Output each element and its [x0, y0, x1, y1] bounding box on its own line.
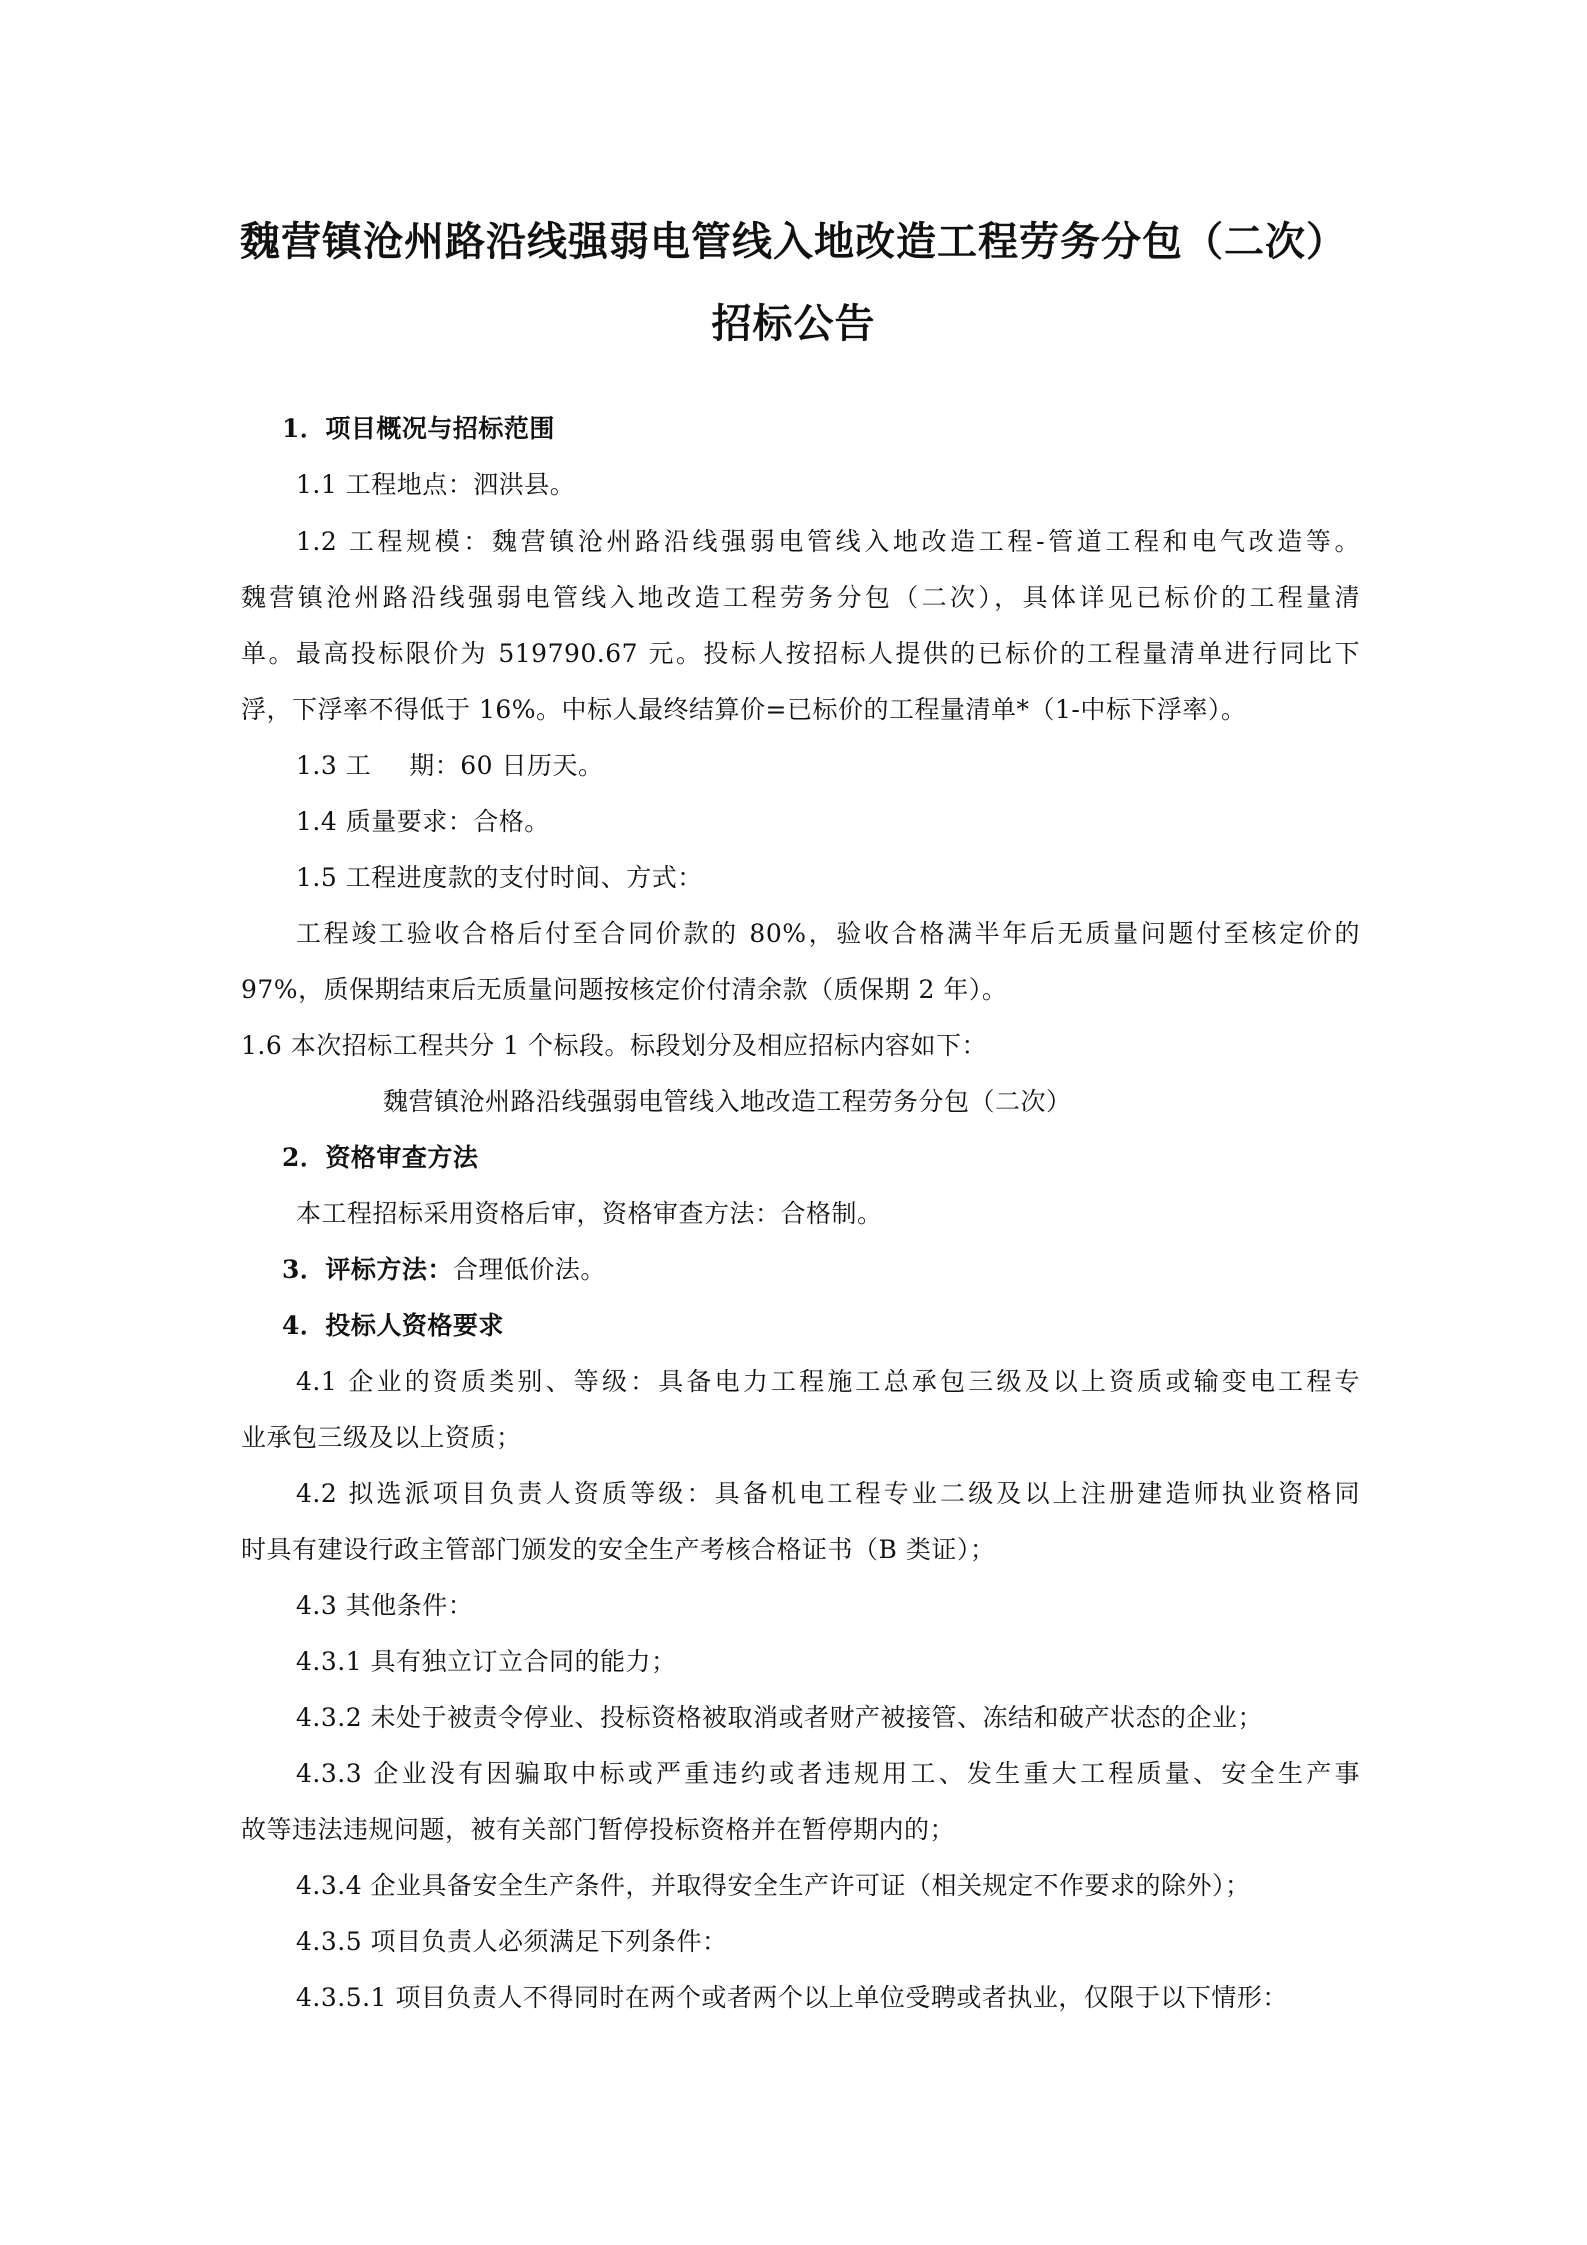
paragraph-4-3: 4.3 其他条件： — [296, 1591, 474, 1620]
paragraph-1-2-line3: 单。最高投标限价为 519790.67 元。投标人按招标人提供的已标价的工程量清单进行同比下 — [241, 639, 1360, 668]
paragraph-1-1: 1.1 工程地点：泗洪县。 — [296, 470, 576, 499]
section-1-heading: 1．项目概况与招标范围 — [282, 414, 555, 443]
paragraph-4-3-3-line2: 故等违法违规问题，被有关部门暂停投标资格并在暂停期内的； — [241, 1815, 956, 1844]
section-3-text: 合理低价法。 — [452, 1255, 606, 1284]
paragraph-1-2-line4: 浮，下浮率不得低于 16%。中标人最终结算价=已标价的工程量清单*（1-中标下浮率）。 — [241, 695, 1247, 724]
document-title-line1: 魏营镇沧州路沿线强弱电管线入地改造工程劳务分包（二次） — [240, 218, 1347, 265]
paragraph-1-5-line1: 工程竣工验收合格后付至合同价款的 80%，验收合格满半年后无质量问题付至核定价的 — [296, 919, 1360, 948]
paragraph-1-5: 1.5 工程进度款的支付时间、方式： — [296, 863, 703, 892]
section-4-heading: 4．投标人资格要求 — [282, 1311, 504, 1340]
paragraph-1-2-line1: 1.2 工程规模：魏营镇沧州路沿线强弱电管线入地改造工程-管道工程和电气改造等。 — [296, 527, 1360, 556]
section-3 — [282, 1254, 606, 1286]
paragraph-2: 本工程招标采用资格后审，资格审查方法：合格制。 — [296, 1199, 883, 1228]
paragraph-1-3-value: 期：60 日历天。 — [409, 751, 604, 780]
paragraph-4-1-line2: 业承包三级及以上资质； — [241, 1423, 522, 1452]
paragraph-4-3-3-line1: 4.3.3 企业没有因骗取中标或严重违约或者违规用工、发生重大工程质量、安全生产事 — [296, 1759, 1360, 1788]
paragraph-4-3-2: 4.3.2 未处于被责令停业、投标资格被取消或者财产被接管、冻结和破产状态的企业； — [296, 1703, 1264, 1732]
paragraph-1-4: 1.4 质量要求：合格。 — [296, 807, 550, 836]
paragraph-1-3-label: 1.3 工 — [296, 751, 372, 780]
paragraph-4-3-5: 4.3.5 项目负责人必须满足下列条件： — [296, 1927, 728, 1956]
paragraph-1-2-line2: 魏营镇沧州路沿线强弱电管线入地改造工程劳务分包（二次），具体详见已标价的工程量清 — [241, 583, 1360, 612]
paragraph-1-5-line2: 97%，质保期结束后无质量问题按核定价付清余款（质保期 2 年）。 — [241, 975, 1008, 1004]
lot-item: 魏营镇沧州路沿线强弱电管线入地改造工程劳务分包（二次） — [383, 1087, 1072, 1116]
paragraph-4-3-4: 4.3.4 企业具备安全生产条件，并取得安全生产许可证（相关规定不作要求的除外）； — [296, 1871, 1251, 1900]
paragraph-4-1-line1: 4.1 企业的资质类别、等级：具备电力工程施工总承包三级及以上资质或输变电工程专 — [296, 1367, 1360, 1396]
paragraph-4-3-1: 4.3.1 具有独立订立合同的能力； — [296, 1647, 677, 1676]
paragraph-4-2-line1: 4.2 拟选派项目负责人资质等级：具备机电工程专业二级及以上注册建造师执业资格同 — [296, 1479, 1360, 1508]
paragraph-1-6: 1.6 本次招标工程共分 1 个标段。标段划分及相应招标内容如下： — [241, 1031, 988, 1060]
paragraph-4-3-5-1: 4.3.5.1 项目负责人不得同时在两个或者两个以上单位受聘或者执业，仅限于以下情形： — [296, 1983, 1288, 2012]
section-3-heading: 3．评标方法： — [282, 1255, 453, 1284]
paragraph-4-2-line2: 时具有建设行政主管部门颁发的安全生产考核合格证书（B 类证）； — [241, 1535, 996, 1564]
section-2-heading: 2．资格审查方法 — [282, 1143, 479, 1172]
paragraph-1-3 — [296, 750, 603, 782]
document-title-line2: 招标公告 — [711, 300, 876, 347]
